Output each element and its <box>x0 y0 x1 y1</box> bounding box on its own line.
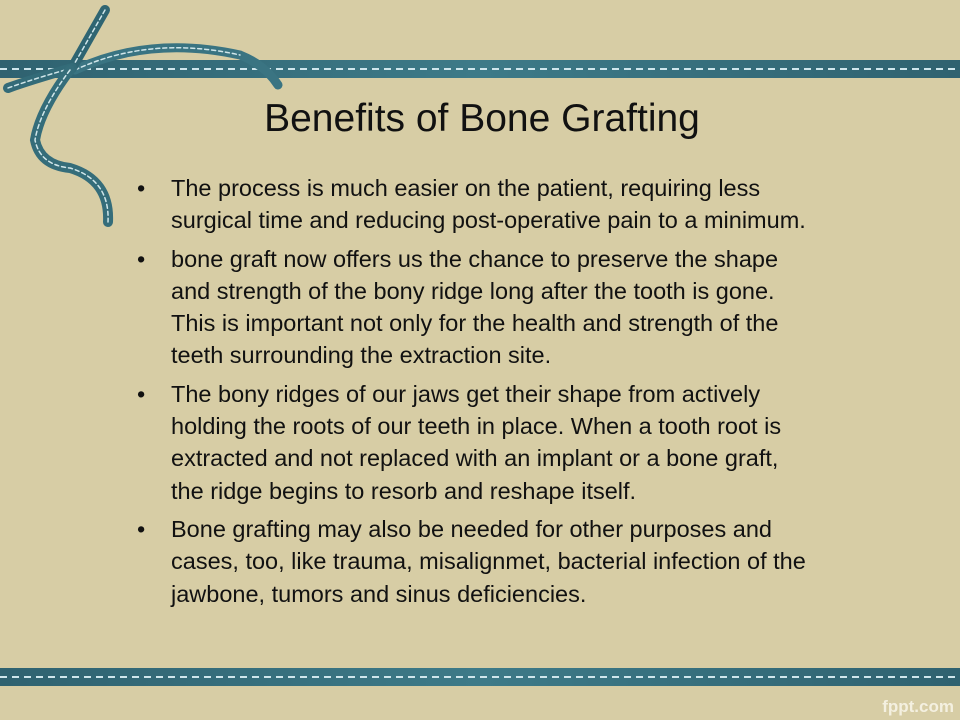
bullet-item <box>137 172 937 237</box>
bottom-ribbon <box>0 668 960 686</box>
bullet-item <box>137 513 937 610</box>
bullet-text-line: holding the roots of our teeth in place. When a tooth root is <box>171 413 782 440</box>
bullet-marker: • <box>137 245 146 272</box>
bullet-text-line: cases, too, like trauma, misalignmet, bacterial infection of the <box>171 548 806 575</box>
bullet-text-line: Bone grafting may also be needed for other purposes and <box>171 515 772 542</box>
bullet-item <box>137 378 937 507</box>
bullet-text-line: extracted and not replaced with an implant or a bone graft, <box>171 445 779 472</box>
bullet-text-line: This is important not only for the health and strength of the <box>171 310 779 337</box>
bullet-text-line: The bony ridges of our jaws get their shape from actively <box>171 380 761 407</box>
bullet-text-line: and strength of the bony ridge long after the tooth is gone. <box>171 277 775 304</box>
bullet-text-line: The process is much easier on the patient, requiring less <box>171 175 761 201</box>
bullet-marker: • <box>137 515 146 542</box>
bullet-text-line: teeth surrounding the extraction site. <box>171 342 552 369</box>
bullet-marker: • <box>137 380 146 407</box>
bullet-text-line: the ridge begins to resorb and reshape itself. <box>171 477 637 504</box>
bullet-marker: • <box>137 175 146 201</box>
bullet-text-line: bone graft now offers us the chance to preserve the shape <box>171 245 779 272</box>
fppt-watermark: fppt.com <box>882 697 954 716</box>
slide-title: Benefits of Bone Grafting <box>264 97 700 140</box>
bullet-text-line: jawbone, tumors and sinus deficiencies. <box>171 580 587 607</box>
bullet-text-line: surgical time and reducing post-operative pain to a minimum. <box>171 207 806 234</box>
bullet-item <box>137 243 937 372</box>
bullet-list <box>137 172 937 616</box>
